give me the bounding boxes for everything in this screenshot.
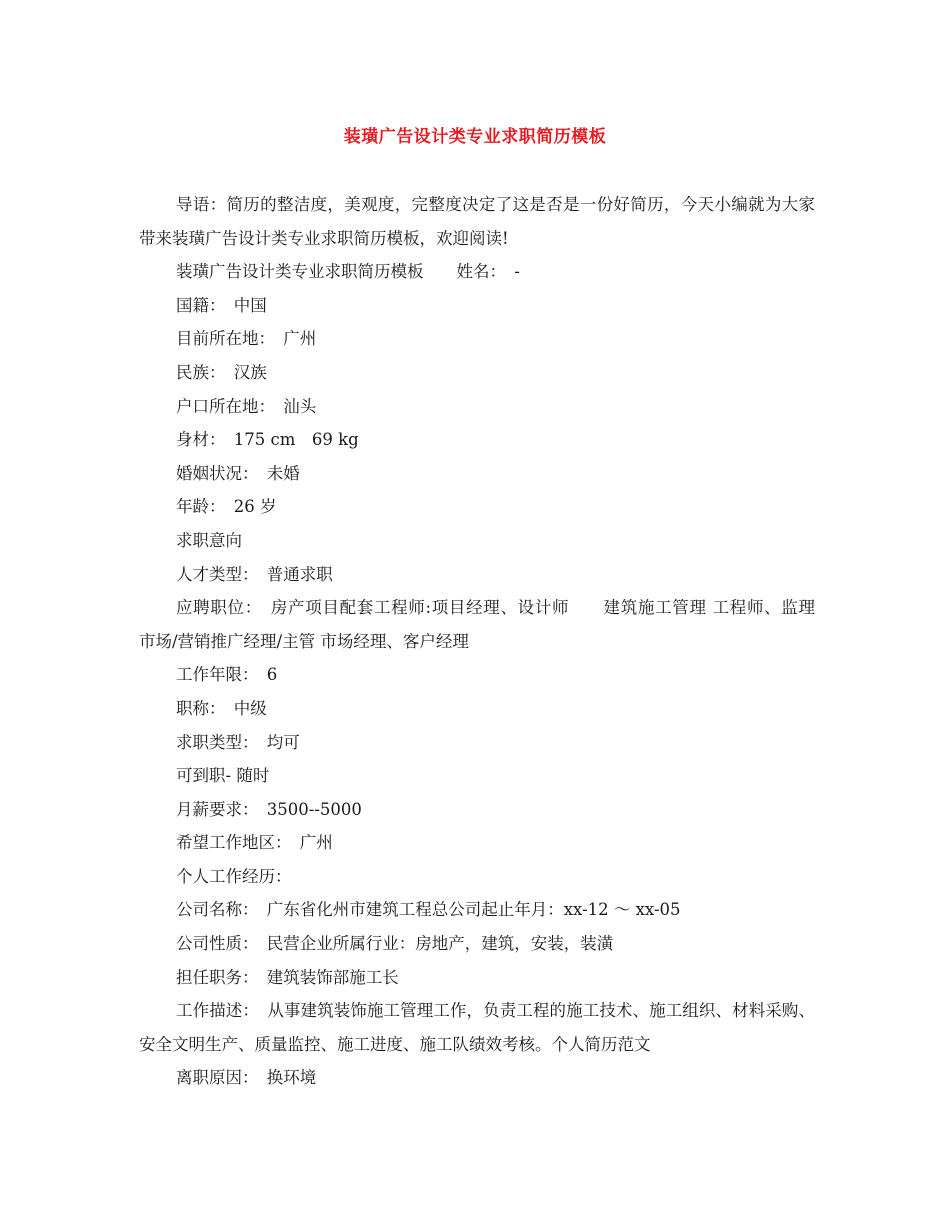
document-body xyxy=(139,188,848,1095)
resume-line-salary: 月薪要求： 3500--5000 xyxy=(176,799,362,819)
resume-line-marital-status: 婚姻状况： 未婚 xyxy=(176,463,300,483)
resume-line-ethnicity: 民族： 汉族 xyxy=(176,362,267,382)
document-title: 装璜广告设计类专业求职简历模板 xyxy=(343,127,607,147)
resume-line-company-name: 公司名称： 广东省化州市建筑工程总公司起止年月：xx-12 ～ xx-05 xyxy=(176,900,681,920)
resume-line-name: 装璜广告设计类专业求职简历模板 姓名： - xyxy=(176,262,520,282)
resume-line-availability: 可到职- 随时 xyxy=(176,766,270,786)
resume-line-work-region: 希望工作地区： 广州 xyxy=(176,833,333,853)
resume-line-leaving-reason: 离职原因： 换环境 xyxy=(176,1068,317,1088)
section-heading-work-experience: 个人工作经历： xyxy=(176,866,292,886)
intro-paragraph: 导语：简历的整洁度，美观度，完整度决定了这是否是一份好简历，今天小编就为大家带来装璜广告设计类专业求职简历模板，欢迎阅读! xyxy=(139,195,815,248)
resume-line-physique: 身材： 175 cm 69 kg xyxy=(176,430,359,450)
resume-line-positions: 应聘职位： 房产项目配套工程师:项目经理、设计师 建筑施工管理 工程师、监理 市场/营销推广经理/主管 市场经理、客户经理 xyxy=(139,598,848,651)
resume-line-nationality: 国籍： 中国 xyxy=(176,295,267,315)
resume-line-work-years: 工作年限： 6 xyxy=(176,665,278,685)
resume-line-job-title: 职称： 中级 xyxy=(176,698,267,718)
resume-line-talent-type: 人才类型： 普通求职 xyxy=(176,564,333,584)
resume-line-hukou: 户口所在地： 汕头 xyxy=(176,396,317,416)
resume-line-age: 年龄： 26 岁 xyxy=(176,497,277,517)
resume-line-job-description: 工作描述： 从事建筑装饰施工管理工作，负责工程的施工技术、施工组织、材料采购、安全文明生产、质量监控、施工进度、施工队绩效考核。个人简历范文 xyxy=(139,1001,815,1054)
resume-line-position-held: 担任职务： 建筑装饰部施工长 xyxy=(176,967,399,987)
resume-line-company-nature: 公司性质： 民营企业所属行业：房地产，建筑，安装，装潢 xyxy=(176,934,614,954)
resume-line-job-type: 求职类型： 均可 xyxy=(176,732,300,752)
resume-line-location: 目前所在地： 广州 xyxy=(176,329,317,349)
section-heading-job-intention: 求职意向 xyxy=(176,530,242,550)
